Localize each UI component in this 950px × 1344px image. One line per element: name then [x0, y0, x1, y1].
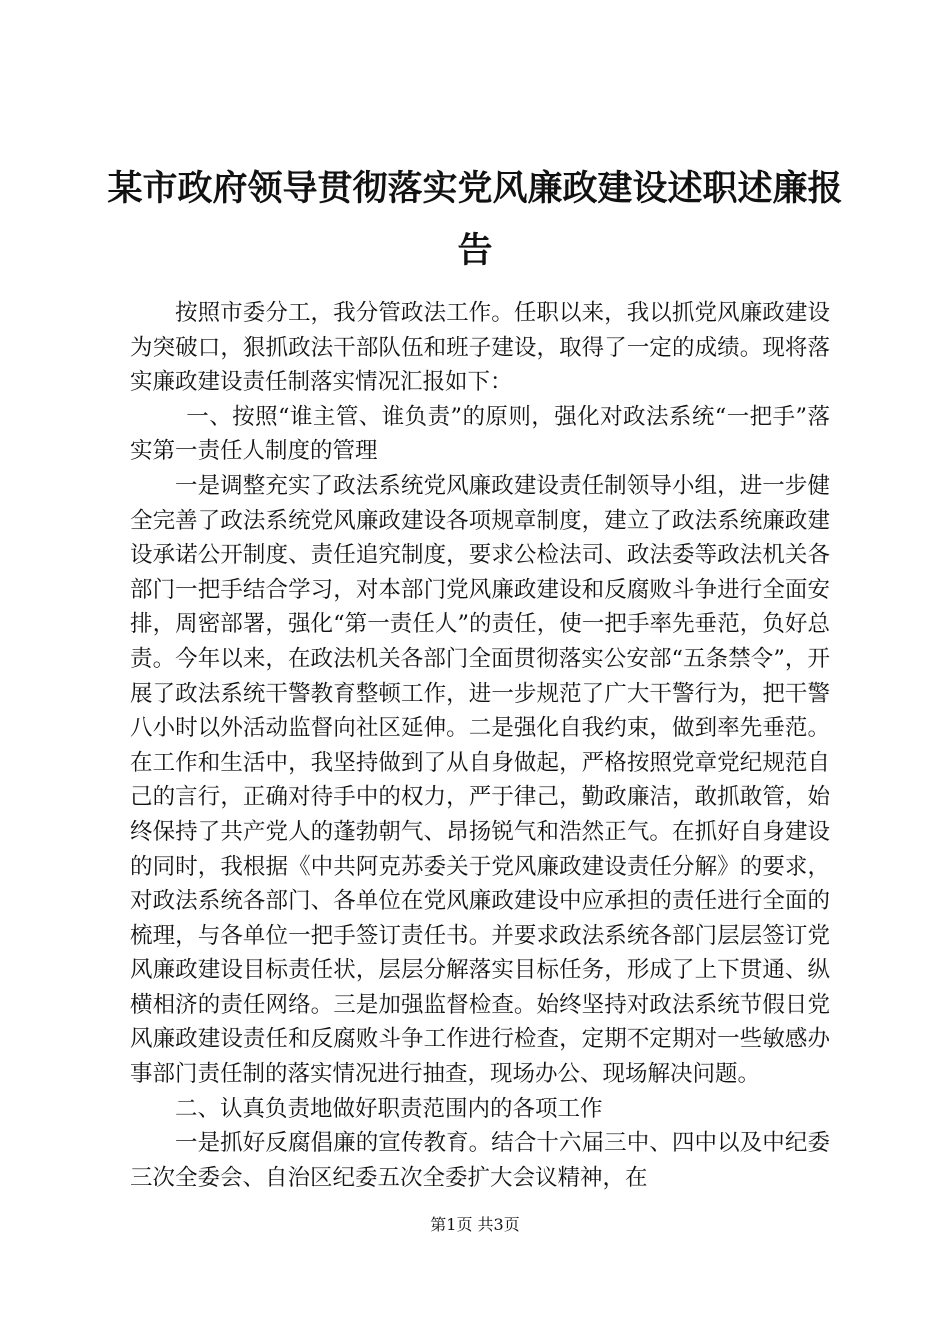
document-title: 某市政府领导贯彻落实党风廉政建设述职述廉报告	[107, 168, 843, 271]
section-heading-2: 二、认真负责地做好职责范围内的各项工作	[175, 1095, 603, 1122]
paragraph-section-1: 一是调整充实了政法系统党风廉政建设责任制领导小组，进一步健全完善了政法系统党风廉政建设各项规章制度，建立了政法系统廉政建设承诺公开制度、责任追究制度，要求公检法司、政法委等政法机关各部门一把手结合学习，对本部门党风廉政建设和反腐败斗争进行全面安排，周密部署，强化“第一责任人”的责任，使一把手率先垂范，负好总责。今年以来，在政法机关各部门全面贯彻落实公安部“五条禁令”，开展了政法系统干警教育整顿工作，进一步规范了广大干警行为，把干警八小时以外活动监督向社区延伸。二是强化自我约束，做到率先垂范。在工作和生活中，我坚持做到了从自身做起，严格按照党章党纪规范自己的言行，正确对待手中的权力，严于律己，勤政廉洁，敢抓敢管，始终保持了共产党人的蓬勃朝气、昂扬锐气和浩然正气。在抓好自身建设的同时，我根据《中共阿克苏委关于党风廉政建设责任分解》的要求，对政法系统各部门、各单位在党风廉政建设中应承担的责任进行全面的梳理，与各单位一把手签订责任书。并要求政法系统各部门层层签订党风廉政建设目标责任状，层层分解落实目标任务，形成了上下贯通、纵横相济的责任网络。三是加强监督检查。始终坚持对政法系统节假日党风廉政建设责任和反腐败斗争工作进行检查，定期不定期对一些敏感办事部门责任制的落实情况进行抽查，现场办公、现场解决问题。	[130, 472, 830, 1088]
section-heading-1: 一、按照“谁主管、谁负责”的原则，强化对政法系统“一把手”落实第一责任人制度的管理	[130, 403, 830, 465]
paragraph-section-2: 一是抓好反腐倡廉的宣传教育。结合十六届三中、四中以及中纪委三次全委会、自治区纪委五次全委扩大会议精神，在	[130, 1130, 830, 1191]
document-body	[130, 296, 830, 1195]
page-number-footer: 第1页 共3页	[430, 1215, 520, 1234]
paragraph-intro: 按照市委分工，我分管政法工作。任职以来，我以抓党风廉政建设为突破口，狠抓政法干部队伍和班子建设，取得了一定的成绩。现将落实廉政建设责任制落实情况汇报如下：	[130, 300, 830, 396]
